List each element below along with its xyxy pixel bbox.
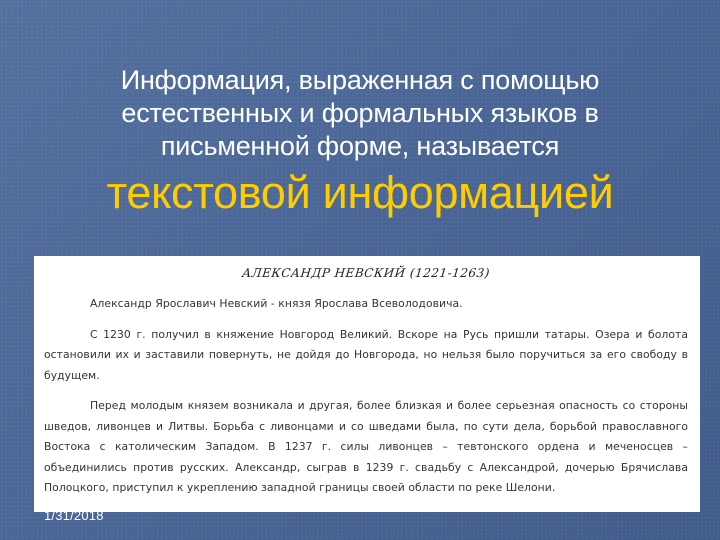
footer-date: 1/31/2018 bbox=[44, 508, 104, 523]
document-paragraph-2: С 1230 г. получил в княжение Новгород Великий. Вскоре на Русь пришли татары. Озера и болота остановили их и заставили повернуть, не дойдя до Новгорода, но нельзя было поручиться за его свободу в будущем. bbox=[44, 327, 688, 382]
document-paragraph-3: Перед молодым князем возникала и другая, более близкая и более серьезная опасность со стороны шведов, ливонцев и Литвы. Борьба с ливонцами и со шведами была, по сути дела, борьбой православного Востока с католическим Западом. В 1237 г. силы ливонцев – тевтонского ордена и меченосцев – объединились против русских. Александр, сыграв в 1239 г. свадьбу с Александрой, дочерью Брячислава Полоцкого, приступил к укреплению западной границы своей области по реке Шелони. bbox=[44, 399, 688, 494]
slide-title bbox=[40, 64, 680, 219]
document-paragraph-1: Александр Ярославич Невский - князя Ярослава Всеволодовича. bbox=[90, 297, 463, 310]
document-image bbox=[34, 256, 700, 512]
title-line-2: естественных и формальных языков в bbox=[121, 98, 599, 128]
document-heading: АЛЕКСАНДР НЕВСКИЙ (1221-1263) bbox=[241, 266, 491, 280]
highlight-term: текстовой информацией bbox=[106, 167, 614, 218]
title-line-3: письменной форме, называется bbox=[160, 131, 560, 161]
title-line-1: Информация, выраженная с помощью bbox=[120, 65, 600, 95]
